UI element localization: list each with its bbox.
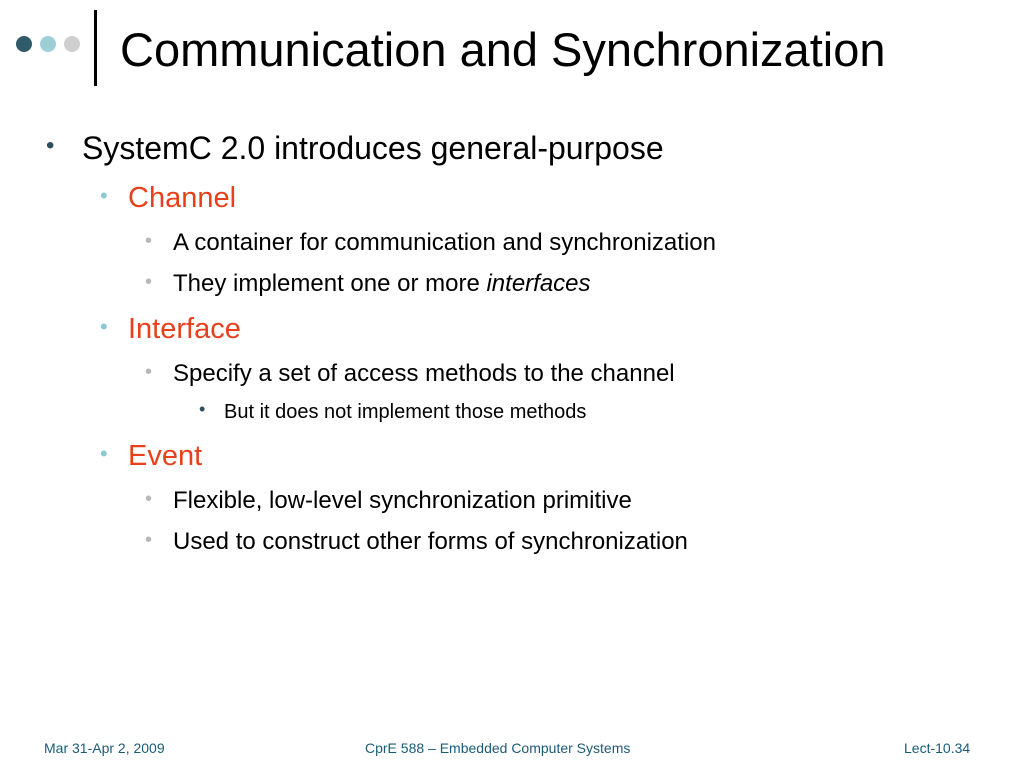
bullet-event-1: Flexible, low-level synchronization primitive [173,487,632,514]
bullet-icon: • [199,399,206,419]
bullet-interface-1: Specify a set of access methods to the channel [173,360,675,387]
bullet-channel-2-text: They implement one or more [173,270,487,297]
bullet-channel-2-emphasis: interfaces [486,270,591,297]
bullet-icon: • [100,183,108,208]
bullet-channel: Channel [128,182,237,214]
bullet-icon: • [145,361,153,383]
bullet-event-2: Used to construct other forms of synchronization [173,528,688,555]
bullet-icon: • [145,230,153,252]
bullet-interface-1-1: But it does not implement those methods [224,401,587,423]
slide-title: Communication and Synchronization [120,23,886,76]
bullet-intro: SystemC 2.0 introduces general-purpose [82,130,664,166]
bullet-channel-1: A container for communication and synchronization [173,229,716,256]
bullet-channel-2 [173,269,591,299]
bullet-icon: • [145,529,153,551]
bullet-icon: • [100,441,108,466]
footer-date: Mar 31-Apr 2, 2009 [44,740,165,756]
footer-slide-number: Lect-10.34 [904,740,971,756]
footer-course: CprE 588 – Embedded Computer Systems [365,740,631,756]
bullet-icon: • [100,314,108,339]
bullet-icon: • [145,271,153,293]
bullet-interface: Interface [128,313,241,345]
bullet-icon: • [46,132,55,159]
bullet-event: Event [128,440,203,472]
bullet-icon: • [145,488,153,510]
